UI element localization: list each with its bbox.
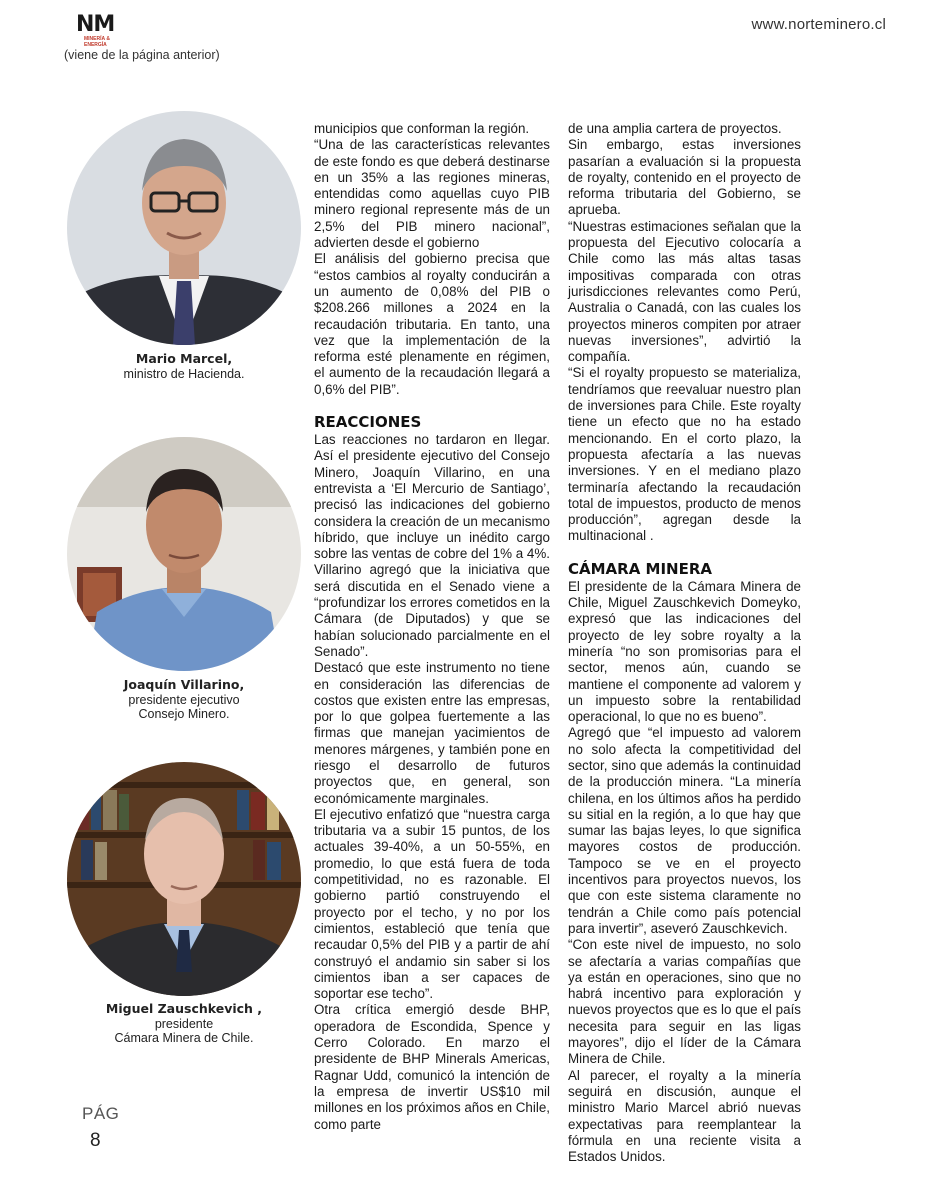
paragraph: Las reacciones no tardaron en llegar. Así el presidente ejecutivo del Consejo Minero, Joaquín Villarino, en una entrevista a ‘El Mercurio de Santiago’, precisó las indicaciones del gobierno considera la creación de un mecanismo híbrido, que incluye un inédito cargo sobre las ventas de cobre del 1% a 4%. bbox=[314, 432, 550, 562]
caption-org: Cámara Minera de Chile. bbox=[114, 1031, 254, 1045]
caption-name: Miguel Zauschkevich , bbox=[105, 1001, 263, 1016]
paragraph: Sin embargo, estas inversiones pasarían a evaluación si la propuesta de royalty, contenido en el proyecto de reforma tributaria del Gobierno, se aprueba. bbox=[568, 137, 801, 218]
section-heading-camara-minera: CÁMARA MINERA bbox=[568, 559, 713, 578]
paragraph: El análisis del gobierno precisa que “estos cambios al royalty conducirán a un aumento de 0,08% del PIB o $208.266 millones a 2024 en la recaudación tributaria. En tanto, una vez que la implementación de la reforma esté plenamente en régimen, el aumento de la recaudación llegará a 0,6% del PIB”. bbox=[314, 251, 550, 397]
paragraph: Al parecer, el royalty a la minería seguirá en discusión, aunque el ministro Mario Marcel abrió nuevas expectativas para reemplantear la fórmula en una reciente visita a Estados Unidos. bbox=[568, 1067, 801, 1165]
paragraph: “Una de las características relevantes de este fondo es que deberá destinarse en un 35% a las regiones mineras, entendidas como aquellas cuyo PIB minero regional represente más de un 2,5% del PIB minero nacional”, advierten desde el gobierno bbox=[314, 137, 550, 251]
caption-joaquin-villarino bbox=[67, 678, 301, 722]
caption-miguel-zauschkevich bbox=[67, 1002, 301, 1046]
logo-letters: NM bbox=[76, 12, 115, 37]
caption-role: ministro de Hacienda. bbox=[123, 366, 245, 381]
paragraph: El ejecutivo enfatizó que “nuestra carga tributaria va a subir 15 puntos, de los actuales 39-40%, a un 50-55%, en promedio, lo que está fuera de toda competitividad, no es razonable. El gobierno partió construyendo el proyecto por el techo, y no por los cimientos, estableció que tenía que recaudar 0,5% del PIB y a partir de ahí construyó el andamio sin saber si los cimientos iban a ser capaces de soportar ese techo”. bbox=[314, 806, 550, 1002]
caption-name: Joaquín Villarino, bbox=[123, 677, 245, 692]
section-heading-reacciones: REACCIONES bbox=[314, 413, 422, 432]
continued-note: (viene de la página anterior) bbox=[64, 48, 220, 62]
paragraph: municipios que conforman la región. bbox=[314, 121, 530, 136]
site-url: www.norteminero.cl bbox=[751, 16, 886, 33]
paragraph: “Con este nivel de impuesto, no solo se afectaría a varias compañías que ya están en operaciones, sino que no habrá incentivo para exploración y nuevos proyectos que es lo que el país necesita para seguir en las ligas mayores”, dijo el líder de la Cámara Minera de Chile. bbox=[568, 937, 801, 1067]
portrait-joaquin-villarino bbox=[67, 437, 301, 671]
brand-logo bbox=[76, 14, 120, 48]
paragraph: Otra crítica emergió desde BHP, operadora de Escondida, Spence y Cerro Colorado. En marzo el presidente de BHP Minerals Americas, Ragnar Udd, comunicó la intención de la empresa de invertir US$10 mil millones en los próximos años en Chile, como parte bbox=[314, 1002, 550, 1132]
caption-mario-marcel bbox=[67, 352, 301, 381]
paragraph: Villarino agregó que la iniciativa que será discutida en el Senado viene a “profundizar los errores cometidos en la Cámara (de Diputados) y que se habían solucionado parcialmente en el Senado”. bbox=[314, 562, 550, 659]
caption-name: Mario Marcel, bbox=[135, 351, 233, 366]
paragraph: “Nuestras estimaciones señalan que la propuesta del Ejecutivo colocaría a Chile como las más altas tasas impositivas comparada con otras jurisdicciones relevantes como Perú, Australia o Canadá, con las cuales los proyectos mineros compiten por atraer nuevas inversiones”, advirtió la compañía. bbox=[568, 218, 801, 365]
paragraph: “Si el royalty propuesto se materializa, tendríamos que reevaluar nuestro plan de inversiones para Chile. Este royalty tiene un efecto que no ha estado mencionando. En el corto plazo, la propuesta afectaría a las nuevas inversiones. Y en el mediano plazo terminaría afectando la recaudación total de impuestos, producto de menos producción”, agregan desde la multinacional . bbox=[568, 365, 801, 544]
page-number: 8 bbox=[90, 1130, 101, 1151]
paragraph: Destacó que este instrumento no tiene en consideración las diferencias de costos que existen entre las empresas, por lo que golpea fuertemente a las firmas que manejan yacimientos de menores márgenes, y también pone en riesgo el desarrollo de futuros proyectos que, en general, son económicamente marginales. bbox=[314, 660, 550, 806]
paragraph: de una amplia cartera de proyectos. bbox=[568, 121, 782, 136]
article-column-1 bbox=[314, 121, 550, 1133]
portrait-miguel-zauschkevich bbox=[67, 762, 301, 996]
paragraph: El presidente de la Cámara Minera de Chile, Miguel Zauschkevich Domeyko, expresó que las indicaciones del proyecto de ley sobre royalty a la minería “no son promisorias para el sector, menos aún, cuando se mantiene el componente ad valorem y un impuesto sobre la rentabilidad operacional, lo que no es bueno”. bbox=[568, 578, 801, 725]
paragraph: Agregó que “el impuesto ad valorem no solo afecta la competitividad del sector, sino que además la continuidad de la producción minera. “La minería chilena, en los últimos años ha perdido su sitial en la región, a lo que hay que sumar las bajas leyes, lo que significa mayores costos de producción. Tampoco se ve en el proyecto incentivos para proyectos nuevos, los que con este sistema claramente no tendrán a Chile como país potencial para invertir”, aseveró Zauschkevich. bbox=[568, 725, 801, 936]
article-column-2 bbox=[568, 121, 801, 1165]
caption-role: presidente bbox=[154, 1016, 214, 1031]
caption-org: Consejo Minero. bbox=[138, 707, 230, 721]
caption-role: presidente ejecutivo bbox=[128, 692, 240, 707]
logo-subtext: MINERÍA & ENERGÍA bbox=[84, 36, 110, 48]
page-label: PÁG bbox=[82, 1104, 120, 1123]
portrait-mario-marcel bbox=[67, 111, 301, 345]
